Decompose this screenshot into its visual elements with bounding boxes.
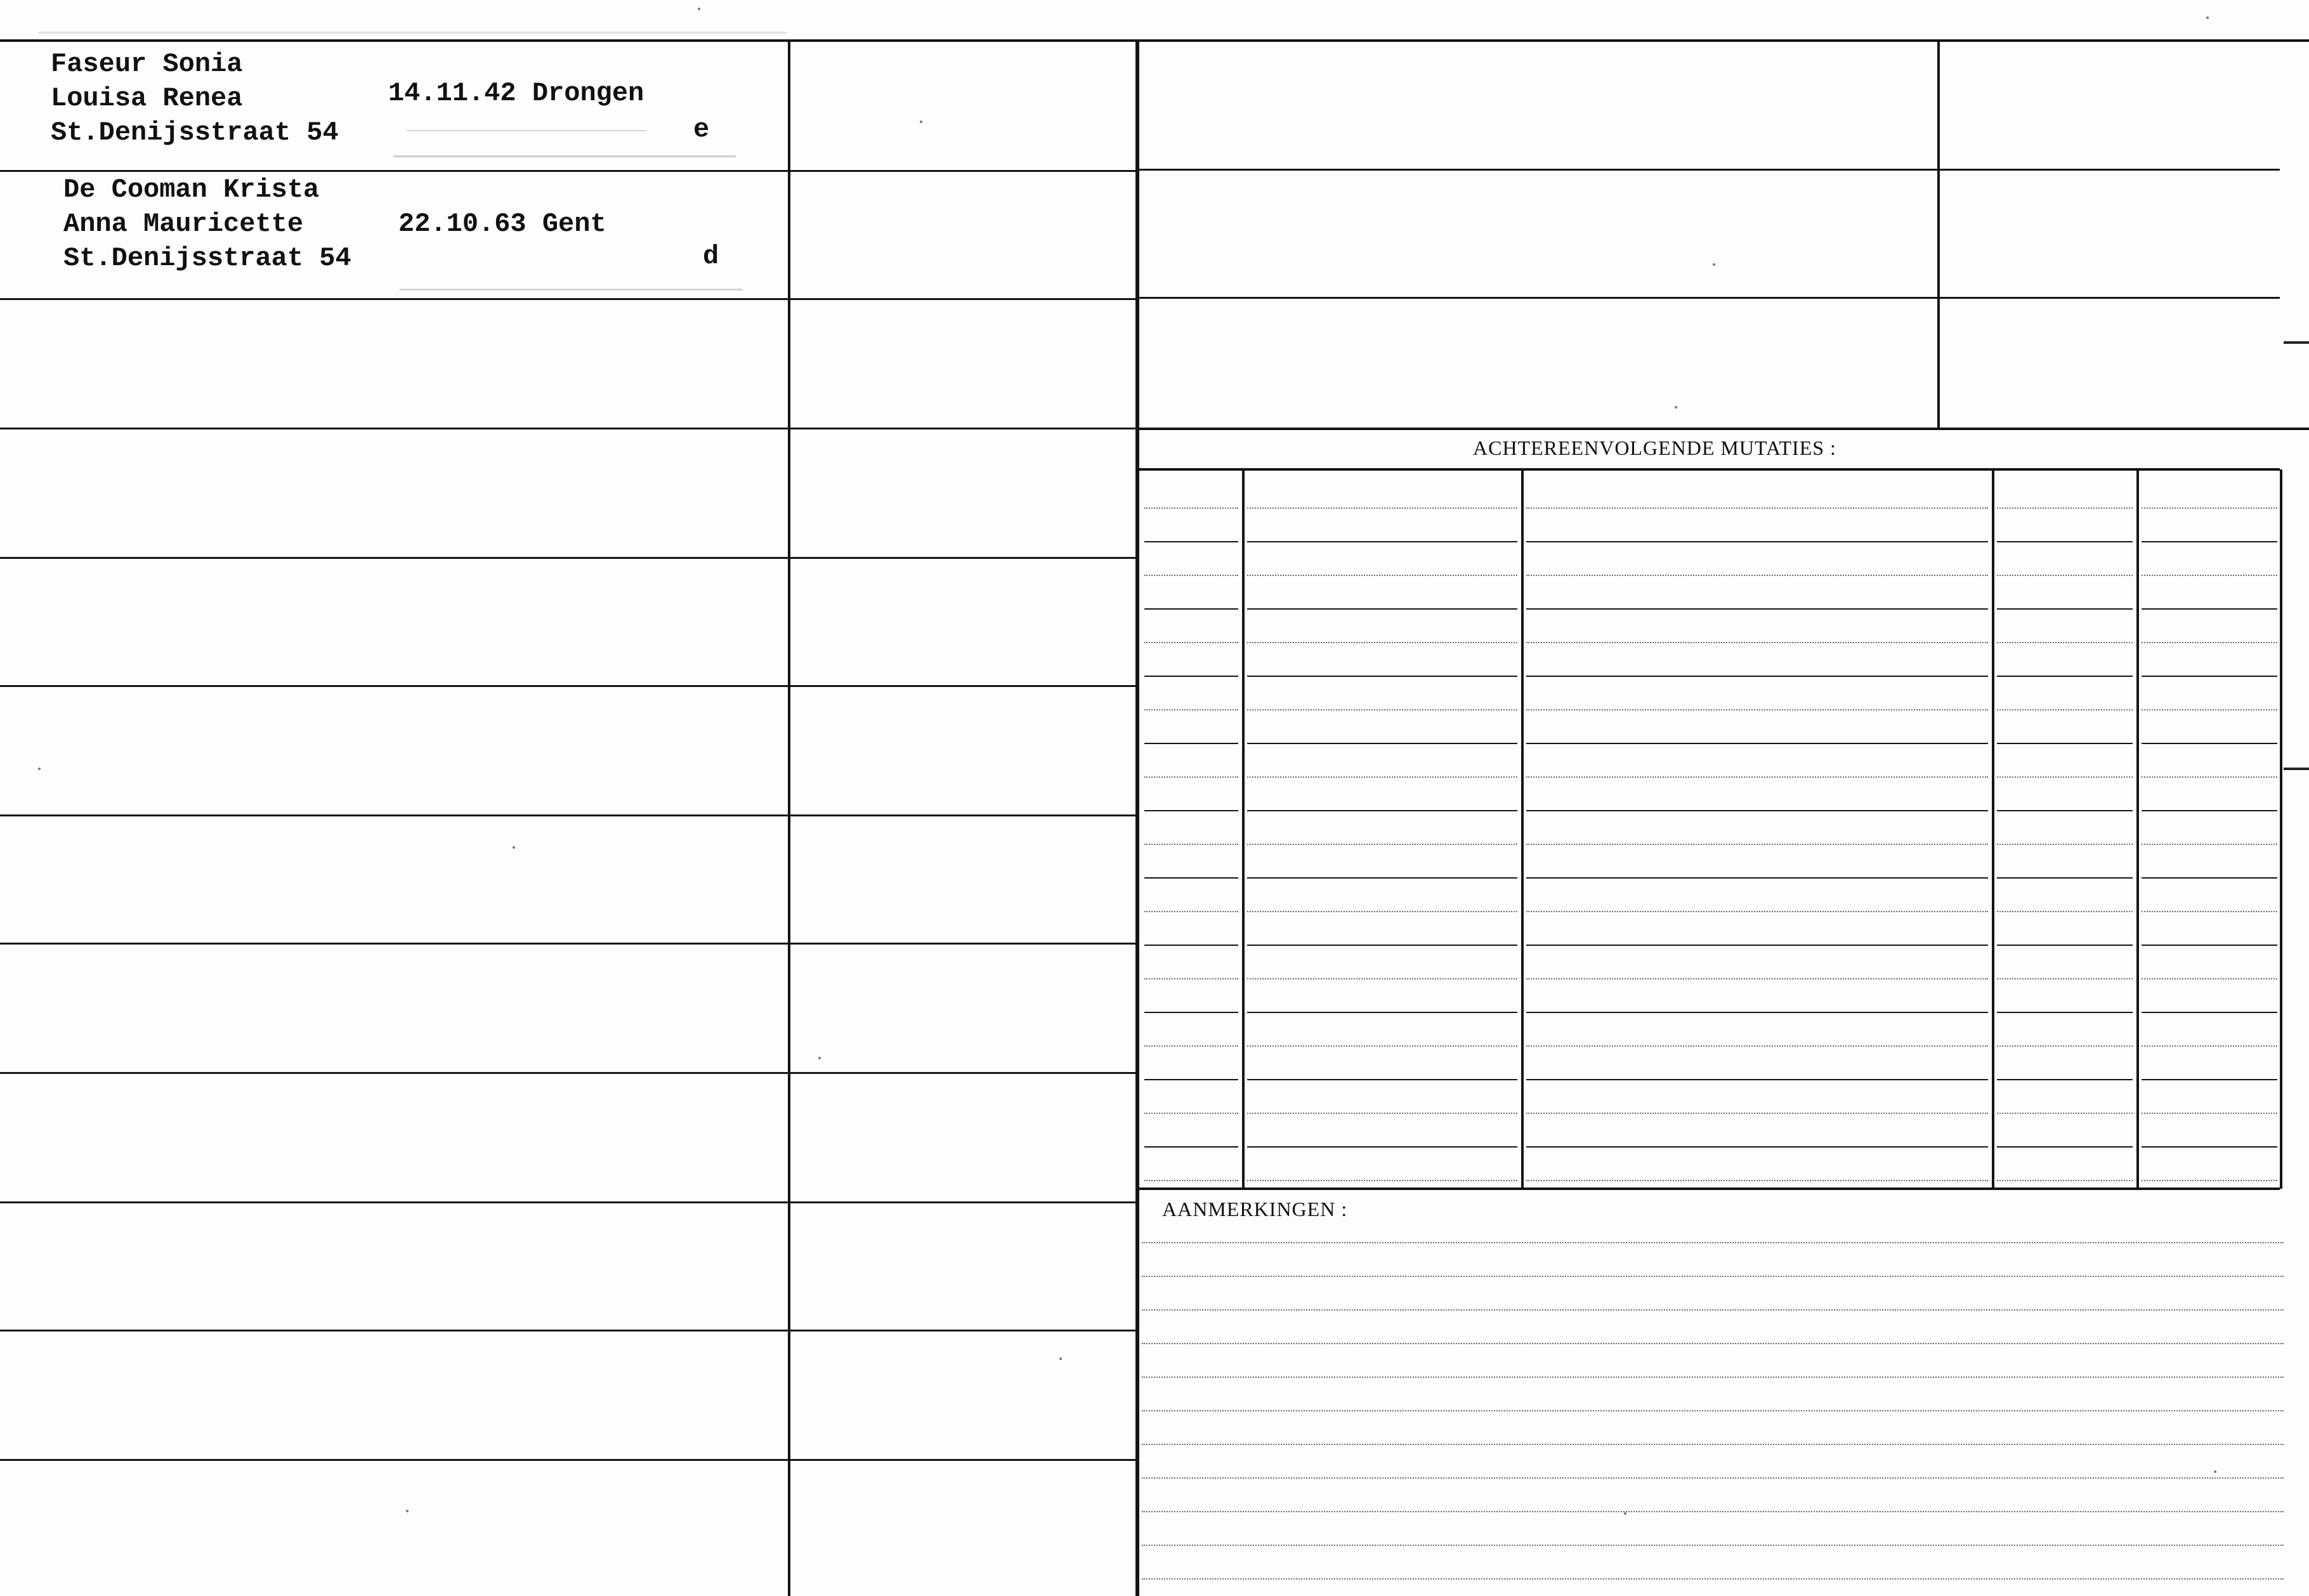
register-row-line: [0, 1072, 1137, 1074]
mutations-dotted-row: [1247, 776, 1517, 778]
mutations-row-line: [1247, 541, 1517, 542]
entry-birth: 14.11.42 Drongen: [388, 78, 644, 108]
right-box-divider: [1937, 39, 1940, 428]
mutations-row-line: [1997, 810, 2133, 811]
mutations-row-line: [1144, 676, 1238, 677]
mutations-row-line: [1247, 1079, 1517, 1080]
mutations-row-line: [2142, 608, 2277, 610]
mutations-row-line: [1247, 743, 1517, 744]
mutations-dotted-row: [1997, 1113, 2133, 1114]
mutations-row-line: [1144, 608, 1238, 610]
remarks-dotted-line: [1142, 1578, 2284, 1580]
mutations-top-line: [1138, 428, 2309, 430]
mutations-row-line: [2142, 810, 2277, 811]
remarks-dotted-line: [1142, 1410, 2284, 1411]
mutations-dotted-row: [1247, 1113, 1517, 1114]
register-row-line: [0, 1201, 1137, 1203]
mutations-heading: ACHTEREENVOLGENDE MUTATIES :: [1473, 436, 1836, 459]
mutations-bottom-line: [1138, 1187, 2280, 1190]
mutations-row-line: [1144, 877, 1238, 879]
mutations-dotted-row: [1247, 1180, 1517, 1181]
mutations-row-line: [1997, 541, 2133, 542]
remarks-dotted-line: [1142, 1343, 2284, 1344]
mutations-row-line: [1144, 743, 1238, 744]
register-row-line: [0, 814, 1137, 816]
mutations-row-line: [1997, 945, 2133, 946]
mutations-row-line: [1997, 1012, 2133, 1013]
remarks-dotted-line: [1142, 1444, 2284, 1445]
mutations-dotted-row: [2142, 642, 2277, 643]
mutations-dotted-row: [1247, 507, 1517, 509]
mutations-dotted-row: [1997, 575, 2133, 576]
remarks-dotted-line: [1142, 1242, 2284, 1243]
mutations-column-line: [1992, 469, 1994, 1189]
mutations-dotted-row: [1144, 776, 1238, 778]
mutations-dotted-row: [2142, 1180, 2277, 1181]
mutations-dotted-row: [1144, 507, 1238, 509]
register-row-line: [0, 685, 1137, 687]
entry-given-names: Louisa Renea: [51, 83, 243, 114]
mutations-dotted-row: [1997, 1180, 2133, 1181]
right-box-line: [1138, 297, 2280, 299]
mutations-row-line: [1526, 743, 1988, 744]
mutations-row-line: [1526, 877, 1988, 879]
mutations-dotted-row: [1247, 575, 1517, 576]
mutations-row-line: [2142, 541, 2277, 542]
mutations-row-line: [1144, 945, 1238, 946]
mutations-row-line: [1526, 1146, 1988, 1148]
center-column-divider: [1135, 39, 1139, 1596]
mutations-dotted-row: [1247, 1045, 1517, 1047]
mutations-dotted-row: [1526, 844, 1988, 845]
mutations-dotted-row: [1144, 978, 1238, 979]
mutations-dotted-row: [1144, 642, 1238, 643]
mutations-row-line: [1247, 676, 1517, 677]
mutations-dotted-row: [1526, 911, 1988, 912]
mutations-row-line: [1526, 676, 1988, 677]
mutations-column-line: [1242, 469, 1245, 1189]
mutations-row-line: [1247, 810, 1517, 811]
register-row-line: [0, 298, 1137, 300]
mutations-dotted-row: [1526, 776, 1988, 778]
mutations-dotted-row: [2142, 844, 2277, 845]
mutations-dotted-row: [1247, 911, 1517, 912]
mutations-row-line: [1526, 1012, 1988, 1013]
mutations-dotted-row: [2142, 507, 2277, 509]
mutations-row-line: [1144, 1146, 1238, 1148]
mutations-row-line: [1997, 1146, 2133, 1148]
mutations-row-line: [1526, 541, 1988, 542]
mutations-dotted-row: [1247, 642, 1517, 643]
mutations-dotted-row: [1997, 642, 2133, 643]
entry-address: St.Denijsstraat 54: [51, 117, 339, 148]
mutations-dotted-row: [1997, 776, 2133, 778]
mutations-row-line: [1997, 877, 2133, 879]
mutations-row-line: [2142, 1146, 2277, 1148]
mutations-dotted-row: [1247, 844, 1517, 845]
mutations-dotted-row: [2142, 575, 2277, 576]
register-row-line: [0, 943, 1137, 945]
mutations-row-line: [1144, 810, 1238, 811]
mutations-row-line: [1997, 608, 2133, 610]
mutations-dotted-row: [2142, 911, 2277, 912]
mutations-row-line: [1247, 608, 1517, 610]
top-border-line: [0, 39, 2309, 42]
mutations-dotted-row: [1997, 844, 2133, 845]
entry-address: St.Denijsstraat 54: [63, 243, 351, 273]
mutations-dotted-row: [1526, 1180, 1988, 1181]
remarks-dotted-line: [1142, 1545, 2284, 1546]
mutations-dotted-row: [1144, 1113, 1238, 1114]
mutations-row-line: [1247, 1146, 1517, 1148]
mutations-row-line: [1144, 541, 1238, 542]
mutations-row-line: [2142, 877, 2277, 879]
mutations-dotted-row: [1144, 844, 1238, 845]
mutations-dotted-row: [1997, 911, 2133, 912]
mutations-dotted-row: [1144, 911, 1238, 912]
mutations-dotted-row: [1247, 709, 1517, 710]
mutations-row-line: [2142, 743, 2277, 744]
remarks-dotted-line: [1142, 1276, 2284, 1277]
register-row-line: [0, 428, 1137, 429]
mutations-row-line: [1526, 810, 1988, 811]
entry-code: d: [703, 241, 719, 271]
mutations-dotted-row: [1997, 507, 2133, 509]
entry-given-names: Anna Mauricette: [63, 209, 304, 239]
mutations-row-line: [1526, 608, 1988, 610]
mutations-row-line: [1144, 1012, 1238, 1013]
mutations-dotted-row: [1247, 978, 1517, 979]
mutations-row-line: [1247, 877, 1517, 879]
entry-code: e: [693, 114, 710, 145]
entry-name: De Cooman Krista: [63, 174, 320, 205]
mutations-row-line: [2142, 945, 2277, 946]
mutations-row-line: [1526, 945, 1988, 946]
mutations-dotted-row: [1997, 978, 2133, 979]
mutations-header-line: [1138, 468, 2280, 471]
mutations-row-line: [1247, 945, 1517, 946]
mutations-dotted-row: [1997, 709, 2133, 710]
mutations-row-line: [1997, 743, 2133, 744]
register-row-line: [0, 557, 1137, 559]
mutations-dotted-row: [1997, 1045, 2133, 1047]
entry-name: Faseur Sonia: [51, 49, 243, 79]
mutations-dotted-row: [1526, 709, 1988, 710]
mutations-dotted-row: [1144, 1180, 1238, 1181]
mutations-row-line: [1997, 1079, 2133, 1080]
register-row-line: [0, 1459, 1137, 1461]
left-column-divider: [788, 39, 790, 1596]
mutations-dotted-row: [1526, 1045, 1988, 1047]
remarks-heading: AANMERKINGEN :: [1162, 1198, 1348, 1220]
mutations-dotted-row: [2142, 1045, 2277, 1047]
register-row-line: [0, 170, 1137, 172]
mutations-dotted-row: [1144, 575, 1238, 576]
entry-birth: 22.10.63 Gent: [398, 209, 606, 239]
mutations-dotted-row: [2142, 776, 2277, 778]
mutations-dotted-row: [1526, 1113, 1988, 1114]
mutations-row-line: [1144, 1079, 1238, 1080]
right-box-line: [1138, 169, 2280, 171]
mutations-row-line: [2142, 676, 2277, 677]
mutations-column-line: [1521, 469, 1524, 1189]
mutations-dotted-row: [1144, 709, 1238, 710]
register-row-line: [0, 1330, 1137, 1331]
mutations-dotted-row: [2142, 978, 2277, 979]
mutations-row-line: [1997, 676, 2133, 677]
mutations-dotted-row: [1526, 642, 1988, 643]
mutations-row-line: [1247, 1012, 1517, 1013]
mutations-row-line: [1526, 1079, 1988, 1080]
remarks-dotted-line: [1142, 1477, 2284, 1479]
mutations-dotted-row: [1144, 1045, 1238, 1047]
remarks-dotted-line: [1142, 1309, 2284, 1311]
mutations-dotted-row: [1526, 978, 1988, 979]
mutations-dotted-row: [1526, 507, 1988, 509]
remarks-dotted-line: [1142, 1511, 2284, 1512]
mutations-dotted-row: [2142, 709, 2277, 710]
mutations-row-line: [2142, 1012, 2277, 1013]
mutations-column-line: [2136, 469, 2139, 1189]
mutations-dotted-row: [1526, 575, 1988, 576]
mutations-column-line: [2280, 469, 2282, 1189]
mutations-dotted-row: [2142, 1113, 2277, 1114]
mutations-row-line: [2142, 1079, 2277, 1080]
remarks-dotted-line: [1142, 1377, 2284, 1378]
